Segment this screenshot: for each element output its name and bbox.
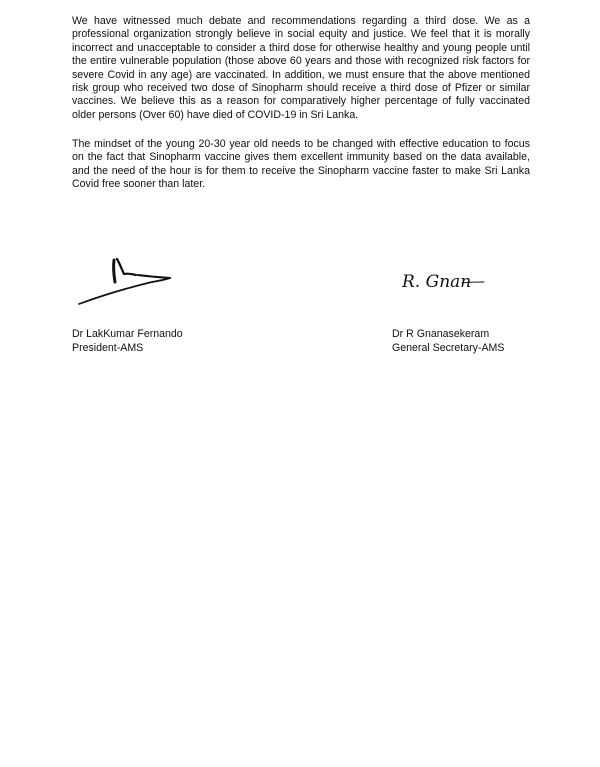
signatory-title: President-AMS <box>72 341 144 354</box>
signature-right <box>402 267 486 299</box>
paragraph-third-dose: We have witnessed much debate and recommendations regarding a third dose. We as a professional organization strongly believe in social equity and justice. We feel that it is morally incorrect and unacceptable to consider a third dose for otherwise healthy and young people until the entire vulnerable population (those above 60 years and those with recognized risk factors for severe Covid in any age) are vaccinated. In addition, we must ensure that the above mentioned risk group who received two dose of Sinopharm should receive a third dose of Pfizer or similar vaccines. We believe this as a reason for comparatively higher percentage of fully vaccinated older persons (Over 60) have died of COVID-19 in Sri Lanka. <box>72 15 530 121</box>
signatory-general-secretary <box>392 328 504 355</box>
signatory-name: Dr LakKumar Fernando <box>72 328 183 340</box>
signatory-president <box>72 328 183 355</box>
signature-left <box>76 252 176 307</box>
signatory-title: General Secretary-AMS <box>392 341 505 354</box>
signatory-name: Dr R Gnanasekeram <box>392 328 490 340</box>
paragraph-young-mindset: The mindset of the young 20-30 year old needs to be changed with effective education to focus on the fact that Sinopharm vaccine gives them excellent immunity based on the data available, and the need of the hour is for them to receive the Sinopharm vaccine faster to make Sri Lanka Covid free sooner than later. <box>72 138 530 191</box>
signature-right-text: R. Gnan <box>402 272 472 292</box>
